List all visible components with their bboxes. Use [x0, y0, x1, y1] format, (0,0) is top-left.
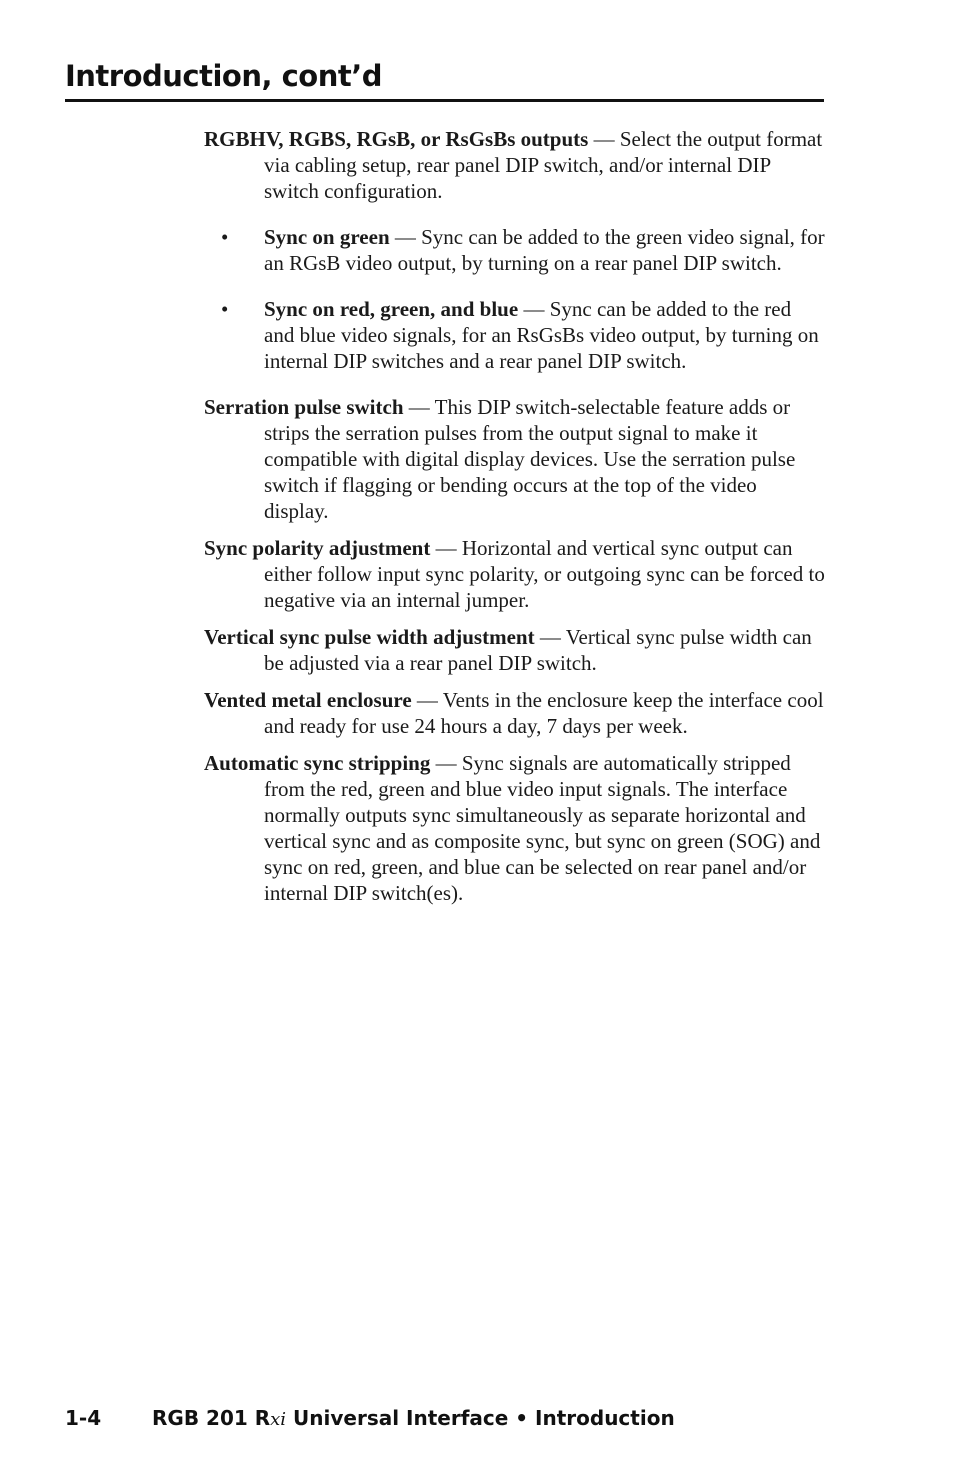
feature-term: Serration pulse switch	[204, 395, 404, 419]
feature-entry-enclosure	[204, 687, 826, 739]
feature-entry-vertical-sync	[204, 624, 826, 676]
feature-term: Vertical sync pulse width adjustment	[204, 625, 535, 649]
feature-entry-serration	[204, 394, 826, 524]
feature-entry-sync-stripping	[204, 750, 826, 906]
page-footer	[65, 1404, 675, 1434]
feature-term: RGBHV, RGBS, RGsB, or RsGsBs outputs	[204, 127, 589, 151]
feature-description: — Select the output format via cabling setup, rear panel DIP switch, and/or internal DIP switch configuration.	[264, 127, 823, 203]
feature-description: — Sync signals are automatically stripped from the red, green and blue video input signals. The interface normally outputs sync simultaneously as separate horizontal and vertical sync and as composite sync, but sync on green (SOG) and sync on red, green, and blue can be selected on rear panel and/or internal DIP switch(es).	[264, 751, 821, 905]
footer-product-prefix: RGB 201 R	[152, 1406, 271, 1430]
feature-term: Sync polarity adjustment	[204, 536, 431, 560]
bullet-icon: •	[221, 297, 229, 321]
title-rule	[65, 99, 824, 102]
footer-section-label: Universal Interface • Introduction	[286, 1406, 675, 1430]
feature-entry-sync-polarity	[204, 535, 826, 613]
bullet-term: Sync on green	[264, 225, 390, 249]
feature-entry-outputs	[204, 126, 826, 204]
footer-product-suffix: xi	[270, 1409, 287, 1430]
sync-options-list	[204, 224, 826, 374]
feature-description: — Vertical sync pulse width can be adjusted via a rear panel DIP switch.	[264, 625, 812, 675]
list-item-sync-on-rgb	[204, 296, 826, 374]
main-content	[204, 126, 826, 917]
feature-description: — This DIP switch-selectable feature adds or strips the serration pulses from the output signal to make it compatible with digital display devices. Use the serration pulse switch if flagging or bending occurs at the top of the video display.	[264, 395, 796, 523]
page-title: Introduction, cont’d	[65, 59, 383, 93]
page-number: 1-4	[65, 1406, 102, 1430]
bullet-description: — Sync can be added to the green video signal, for an RGsB video output, by turning on a rear panel DIP switch.	[264, 225, 825, 275]
bullet-description: — Sync can be added to the red and blue video signals, for an RsGsBs video output, by turning on internal DIP switches and a rear panel DIP switch.	[264, 297, 819, 373]
feature-term: Automatic sync stripping	[204, 751, 431, 775]
bullet-term: Sync on red, green, and blue	[264, 297, 519, 321]
feature-description: — Horizontal and vertical sync output can either follow input sync polarity, or outgoing sync can be forced to negative via an internal jumper.	[264, 536, 825, 612]
list-item-sync-on-green	[204, 224, 826, 276]
feature-term: Vented metal enclosure	[204, 688, 412, 712]
bullet-icon: •	[221, 225, 229, 249]
feature-description: — Vents in the enclosure keep the interface cool and ready for use 24 hours a day, 7 days per week.	[264, 688, 824, 738]
